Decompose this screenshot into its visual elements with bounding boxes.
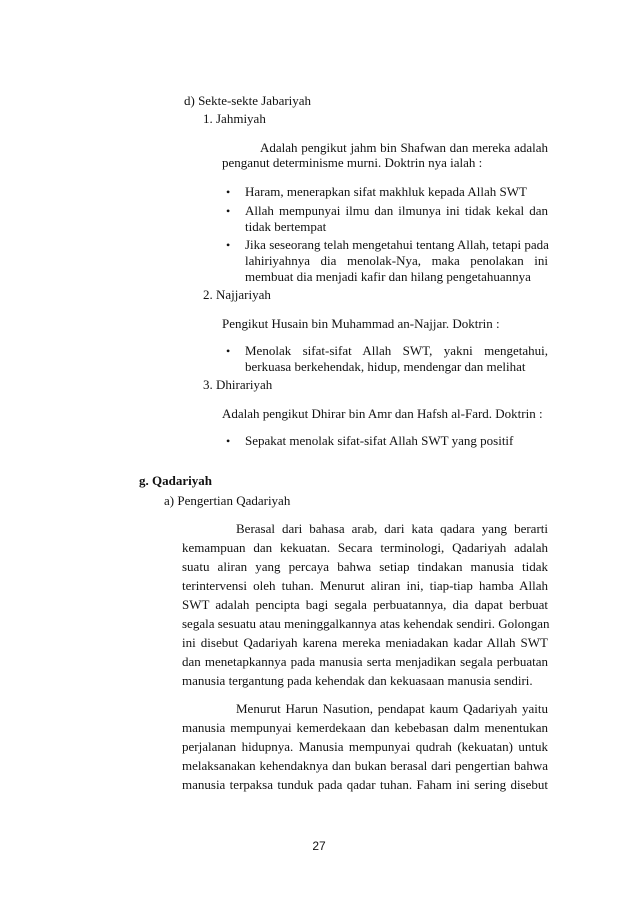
item-title-dhirariyah: 3. Dhirariyah [203, 377, 273, 392]
paragraph-line: manusia terpaksa tunduk pada qadar tuhan. Faham ini sering disebut [182, 777, 548, 792]
paragraph-line: SWT adalah pencipta bagi segala perbuatannya, dia dapat berbuat [182, 597, 548, 612]
paragraph-line: perjalanan hidupnya. Manusia mempunyai qudrah (kekuatan) untuk [182, 739, 548, 754]
bullet-text: Haram, menerapkan sifat makhluk kepada Allah SWT [245, 184, 527, 199]
subsection-heading: a) Pengertian Qadariyah [164, 493, 291, 508]
paragraph-line: terintervensi oleh tuhan. Menurut aliran ini, tiap-tiap hamba Allah [182, 578, 548, 593]
bullet-text: berkuasa berkehendak, hidup, mendengar dan melihat [245, 359, 526, 374]
intro-line: penganut determinisme murni. Doktrin nya ialah : [222, 155, 483, 170]
paragraph-line: ini disebut Qadariyah karena mereka meniadakan kadar Allah SWT [182, 635, 548, 650]
paragraph-line: manusia tergantung pada kehendak dan kekuasaan manusia sendiri. [182, 673, 533, 688]
bullet-icon: • [226, 204, 231, 218]
section-heading-jabariyah: d) Sekte-sekte Jabariyah [184, 93, 312, 108]
paragraph-line: Berasal dari bahasa arab, dari kata qadara yang berarti [236, 521, 548, 536]
bullet-text: tidak bertempat [245, 219, 327, 234]
paragraph-line: Menurut Harun Nasution, pendapat kaum Qadariyah yaitu [236, 701, 548, 716]
bullet-text: Allah mempunyai ilmu dan ilmunya ini tidak kekal dan [245, 203, 548, 218]
bullet-text: Sepakat menolak sifat-sifat Allah SWT yang positif [245, 433, 514, 448]
paragraph-line: suatu aliran yang percaya bahwa setiap tindakan manusia tidak [182, 559, 548, 574]
paragraph-line: dan menetapkannya pada manusia serta menjadikan segala perbuatan [182, 654, 548, 669]
intro-line: Adalah pengikut Dhirar bin Amr dan Hafsh al-Fard. Doktrin : [222, 406, 543, 421]
intro-line: Pengikut Husain bin Muhammad an-Najjar. Doktrin : [222, 316, 500, 331]
paragraph-line: manusia mempunyai kemerdekaan dan kebebasan dalm menentukan [182, 720, 548, 735]
bullet-icon: • [226, 238, 231, 252]
bullet-icon: • [226, 185, 231, 199]
bullet-text: lahiriyahnya dia menolak-Nya, maka penolakan ini [245, 253, 548, 268]
bullet-icon: • [226, 434, 231, 448]
paragraph-line: melaksanakan kehendaknya dan bukan berasal dari pengertian bahwa [182, 758, 548, 773]
bullet-text: membuat dia menjadi kafir dan hilang pengetahuannya [245, 269, 531, 284]
bullet-text: Menolak sifat-sifat Allah SWT, yakni mengetahui, [245, 343, 548, 358]
paragraph-line: segala sesuatu atau meninggalkannya atas kehendak sendiri. Golongan [182, 616, 550, 631]
item-title-jahmiyah: 1. Jahmiyah [203, 111, 266, 126]
bullet-icon: • [226, 344, 231, 358]
item-title-najjariyah: 2. Najjariyah [203, 287, 271, 302]
section-heading-qadariyah: g. Qadariyah [139, 473, 212, 488]
paragraph-line: kemampuan dan kekuatan. Secara terminologi, Qadariyah adalah [182, 540, 548, 555]
intro-line: Adalah pengikut jahm bin Shafwan dan mereka adalah [260, 140, 548, 155]
bullet-text: Jika seseorang telah mengetahui tentang Allah, tetapi pada [245, 237, 549, 252]
page-number: 27 [312, 839, 326, 853]
